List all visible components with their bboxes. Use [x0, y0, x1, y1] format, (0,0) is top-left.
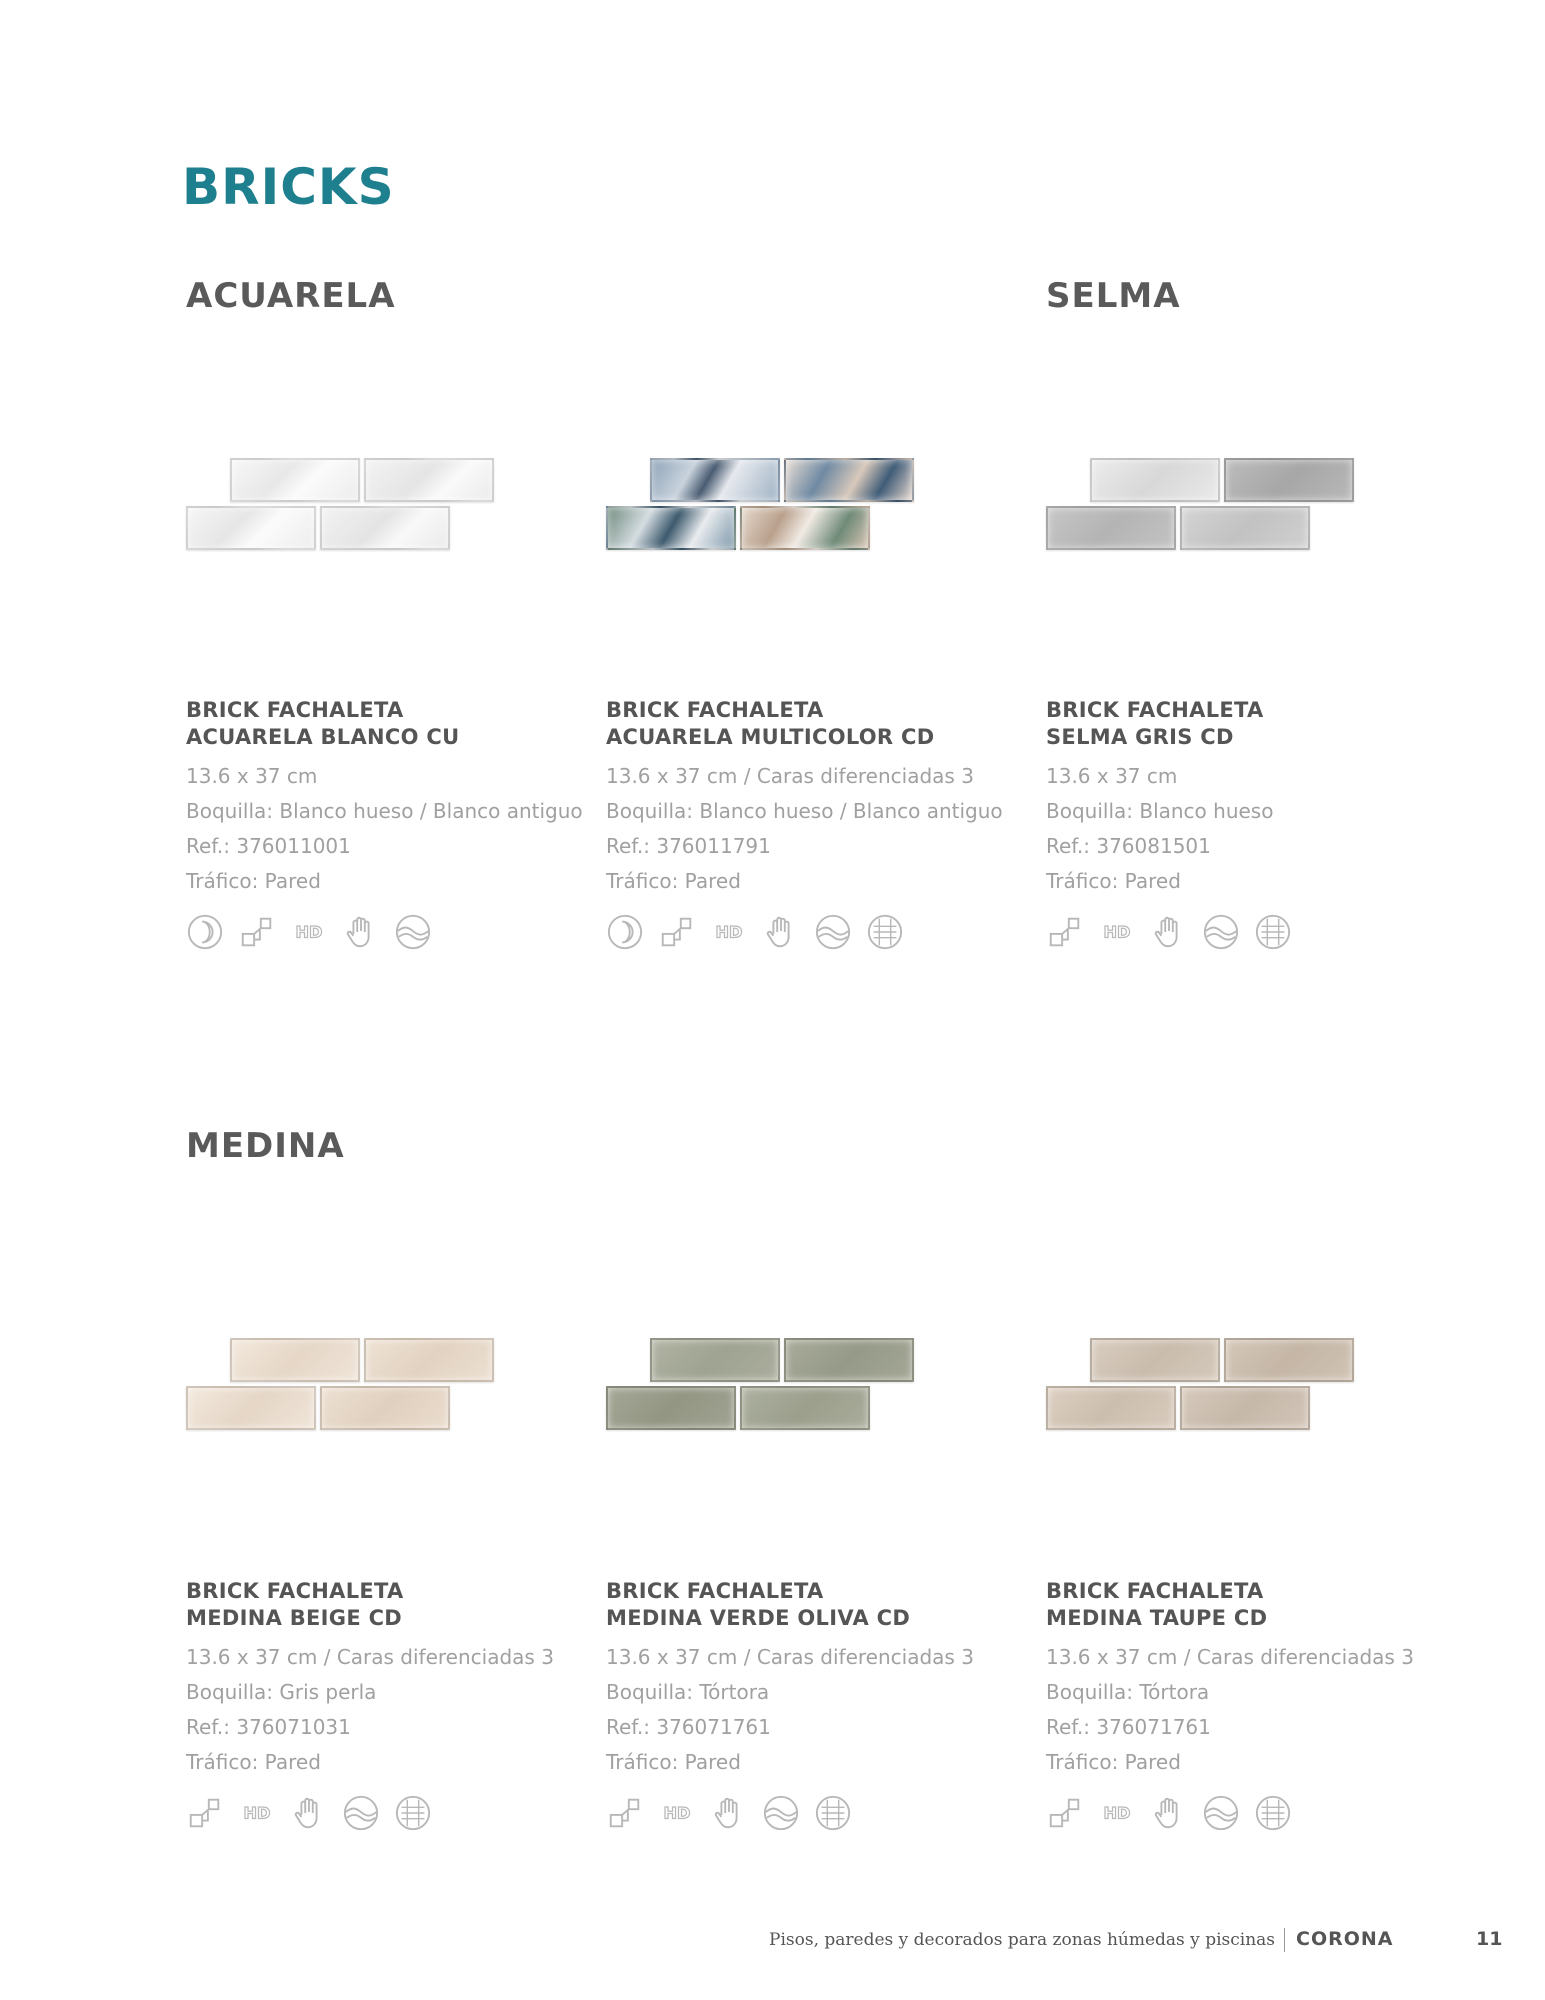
- page-title: BRICKS: [182, 158, 395, 216]
- product-trafico: Tráfico: Pared: [1046, 1750, 1181, 1774]
- feature-icons: [606, 1794, 1026, 1832]
- product-name-line2: MEDINA BEIGE CD: [186, 1606, 403, 1630]
- hd-icon: [290, 913, 328, 951]
- product-ref: Ref.: 376071761: [1046, 1715, 1211, 1739]
- hand-icon: [710, 1794, 748, 1832]
- product-boquilla: Boquilla: Tórtora: [606, 1680, 770, 1704]
- tile-image-medina-beige: [186, 1338, 496, 1438]
- page-number: 11: [1476, 1928, 1503, 1950]
- faces-icon: [394, 1794, 432, 1832]
- faces-icon: [866, 913, 904, 951]
- product-ref: Ref.: 376071031: [186, 1715, 351, 1739]
- footer-tagline: Pisos, paredes y decorados para zonas húmedas y piscinas: [769, 1930, 1275, 1950]
- product-trafico: Tráfico: Pared: [606, 1750, 741, 1774]
- product-trafico: Tráfico: Pared: [1046, 869, 1181, 893]
- tile-format-icon: [186, 1794, 224, 1832]
- hand-icon: [1150, 913, 1188, 951]
- hd-icon: [1098, 1794, 1136, 1832]
- product-card-selma-gris: [1046, 697, 1466, 951]
- wave-icon: [394, 913, 432, 951]
- product-size: 13.6 x 37 cm: [186, 764, 318, 788]
- product-name-line1: BRICK FACHALETA: [186, 698, 404, 722]
- svg-text:HD: HD: [1103, 1803, 1131, 1823]
- svg-text:HD: HD: [243, 1803, 271, 1823]
- hand-icon: [290, 1794, 328, 1832]
- product-boquilla: Boquilla: Blanco hueso / Blanco antiguo: [606, 799, 1003, 823]
- wave-icon: [1202, 1794, 1240, 1832]
- product-size: 13.6 x 37 cm / Caras diferenciadas 3: [1046, 1645, 1414, 1669]
- hand-icon: [1150, 1794, 1188, 1832]
- svg-text:HD: HD: [715, 922, 743, 942]
- product-size: 13.6 x 37 cm / Caras diferenciadas 3: [606, 1645, 974, 1669]
- hd-icon: [1098, 913, 1136, 951]
- tile-image-medina-verde-oliva: [606, 1338, 916, 1438]
- hd-icon: [238, 1794, 276, 1832]
- product-name-line1: BRICK FACHALETA: [186, 1579, 404, 1603]
- tile-format-icon: [658, 913, 696, 951]
- moon-icon: [606, 913, 644, 951]
- hd-icon: [710, 913, 748, 951]
- tile-format-icon: [1046, 913, 1084, 951]
- faces-icon: [1254, 913, 1292, 951]
- product-trafico: Tráfico: Pared: [606, 869, 741, 893]
- wave-icon: [762, 1794, 800, 1832]
- faces-icon: [1254, 1794, 1292, 1832]
- footer-divider: [1284, 1928, 1285, 1952]
- svg-text:HD: HD: [663, 1803, 691, 1823]
- feature-icons: [186, 913, 606, 951]
- tile-format-icon: [1046, 1794, 1084, 1832]
- product-name-line2: ACUARELA BLANCO CU: [186, 725, 460, 749]
- product-card-acuarela-multicolor: [606, 697, 1026, 951]
- feature-icons: [1046, 913, 1466, 951]
- product-name-line2: ACUARELA MULTICOLOR CD: [606, 725, 935, 749]
- product-size: 13.6 x 37 cm / Caras diferenciadas 3: [186, 1645, 554, 1669]
- product-card-medina-beige: [186, 1578, 606, 1832]
- collection-heading-medina: MEDINA: [186, 1126, 345, 1166]
- moon-icon: [186, 913, 224, 951]
- product-boquilla: Boquilla: Tórtora: [1046, 1680, 1210, 1704]
- tile-image-acuarela-multicolor: [606, 458, 916, 558]
- footer-brand: CORONA: [1296, 1928, 1394, 1950]
- product-ref: Ref.: 376011001: [186, 834, 351, 858]
- svg-text:HD: HD: [1103, 922, 1131, 942]
- feature-icons: [186, 1794, 606, 1832]
- wave-icon: [1202, 913, 1240, 951]
- product-name-line1: BRICK FACHALETA: [1046, 1579, 1264, 1603]
- tile-image-selma-gris: [1046, 458, 1356, 558]
- tile-image-medina-taupe: [1046, 1338, 1356, 1438]
- product-name-line1: BRICK FACHALETA: [1046, 698, 1264, 722]
- product-trafico: Tráfico: Pared: [186, 869, 321, 893]
- hand-icon: [342, 913, 380, 951]
- product-boquilla: Boquilla: Gris perla: [186, 1680, 377, 1704]
- product-boquilla: Boquilla: Blanco hueso / Blanco antiguo: [186, 799, 583, 823]
- faces-icon: [814, 1794, 852, 1832]
- product-card-acuarela-blanco: [186, 697, 606, 951]
- hd-icon: [658, 1794, 696, 1832]
- product-name-line1: BRICK FACHALETA: [606, 698, 824, 722]
- product-trafico: Tráfico: Pared: [186, 1750, 321, 1774]
- product-name-line2: MEDINA VERDE OLIVA CD: [606, 1606, 911, 1630]
- product-size: 13.6 x 37 cm: [1046, 764, 1178, 788]
- svg-text:HD: HD: [295, 922, 323, 942]
- product-card-medina-taupe: [1046, 1578, 1466, 1832]
- wave-icon: [342, 1794, 380, 1832]
- product-ref: Ref.: 376011791: [606, 834, 771, 858]
- collection-heading-selma: SELMA: [1046, 276, 1181, 316]
- product-name-line2: MEDINA TAUPE CD: [1046, 1606, 1268, 1630]
- feature-icons: [606, 913, 1026, 951]
- hand-icon: [762, 913, 800, 951]
- product-name-line2: SELMA GRIS CD: [1046, 725, 1234, 749]
- collection-heading-acuarela: ACUARELA: [186, 276, 396, 316]
- tile-image-acuarela-blanco: [186, 458, 496, 558]
- wave-icon: [814, 913, 852, 951]
- product-ref: Ref.: 376081501: [1046, 834, 1211, 858]
- product-name-line1: BRICK FACHALETA: [606, 1579, 824, 1603]
- product-size: 13.6 x 37 cm / Caras diferenciadas 3: [606, 764, 974, 788]
- product-boquilla: Boquilla: Blanco hueso: [1046, 799, 1274, 823]
- tile-format-icon: [238, 913, 276, 951]
- feature-icons: [1046, 1794, 1466, 1832]
- tile-format-icon: [606, 1794, 644, 1832]
- product-ref: Ref.: 376071761: [606, 1715, 771, 1739]
- product-card-medina-verde-oliva: [606, 1578, 1026, 1832]
